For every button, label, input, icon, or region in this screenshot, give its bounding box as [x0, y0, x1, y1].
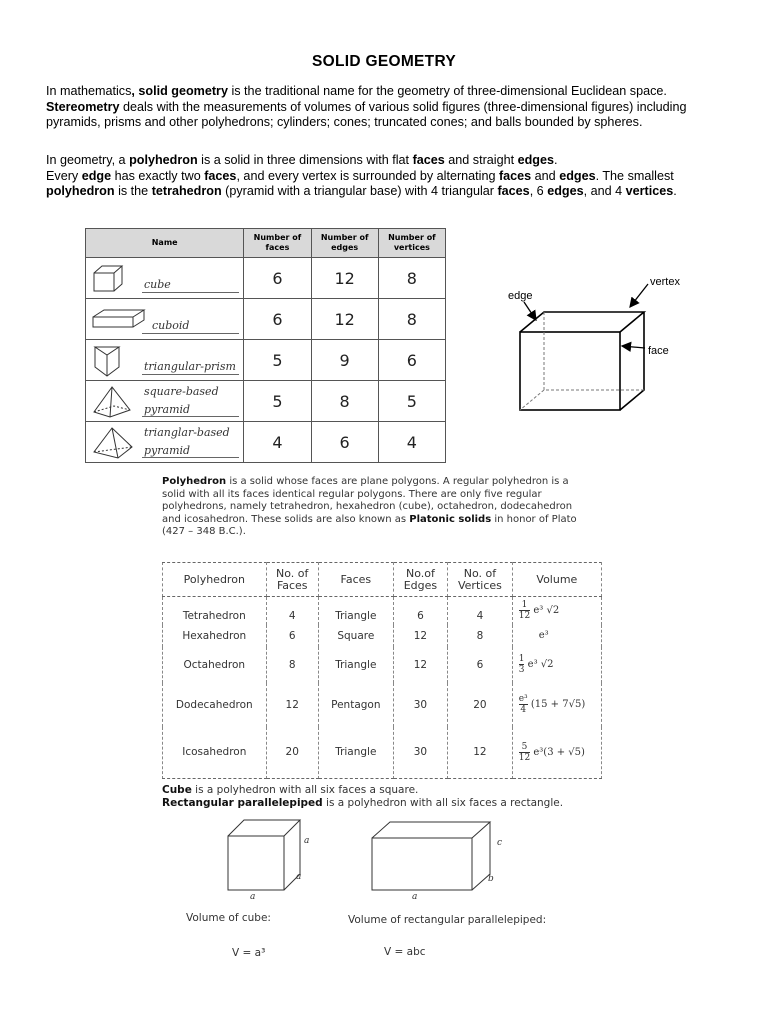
polyhedron-table-header — [163, 563, 602, 597]
edges-value: 12 — [311, 258, 378, 299]
edges-value: 12 — [311, 299, 378, 340]
volume-formula: $\frac{1}{3}$ e³ √2 — [512, 647, 601, 683]
edges-value: 8 — [311, 381, 378, 422]
header-edges: Number of edges — [311, 229, 378, 258]
shape-name: cube — [144, 278, 171, 291]
face-arrow — [622, 346, 645, 348]
vertices-count: 4 — [448, 597, 513, 625]
cube-edge-label: a — [296, 872, 302, 882]
face-type: Triangle — [318, 597, 393, 625]
header-polyhedron: Polyhedron — [163, 563, 267, 597]
faces-count: 12 — [266, 683, 318, 727]
name-cell — [86, 299, 244, 340]
writing-line — [142, 457, 239, 458]
edges-value: 9 — [311, 340, 378, 381]
volume-formula: $\frac{5}{12}$ e³(3 + √5) — [512, 727, 601, 779]
table-row — [86, 340, 446, 381]
edges-count: 6 — [393, 597, 447, 625]
header-vertices: Number of vertices — [378, 229, 445, 258]
faces-count: 8 — [266, 647, 318, 683]
vertices-count: 20 — [448, 683, 513, 727]
cube-parts-diagram — [480, 262, 710, 422]
faces-value: 5 — [244, 340, 311, 381]
polyhedron-name: Octahedron — [163, 647, 267, 683]
name-cell — [86, 381, 244, 422]
polyhedron-table — [162, 562, 602, 779]
header-edges: No.of Edges — [393, 563, 447, 597]
intro-paragraph: In mathematics, solid geometry is the traditional name for the geometry of three-dimensional Euclidean space. Stereometry deals with the measurements of volumes of various solid figures (three-dimensional figures) including pyramids, prisms and other polyhedrons; cylinders; cones; truncated cones; and balls bounded by spheres. — [46, 84, 687, 130]
faces-value: 6 — [244, 299, 311, 340]
header-no-faces: No. of Faces — [266, 563, 318, 597]
face-type: Pentagon — [318, 683, 393, 727]
vertices-value: 4 — [378, 422, 445, 463]
writing-line — [142, 374, 239, 375]
writing-line — [142, 292, 239, 293]
table-row — [163, 597, 602, 625]
faces-count: 4 — [266, 597, 318, 625]
vertices-value: 6 — [378, 340, 445, 381]
shape-name: cuboid — [152, 319, 190, 332]
volume-formula: $\frac{1}{12}$ e³ √2 — [512, 597, 601, 625]
vertices-value: 8 — [378, 258, 445, 299]
cuboid-icon — [90, 307, 146, 333]
shapes-table-header — [86, 229, 446, 258]
faces-value: 6 — [244, 258, 311, 299]
faces-value: 5 — [244, 381, 311, 422]
page-title: SOLID GEOMETRY — [312, 53, 456, 70]
table-row — [163, 727, 602, 779]
square-pyramid-icon — [90, 384, 136, 420]
header-vertices: No. of Vertices — [448, 563, 513, 597]
name-cell — [86, 258, 244, 299]
parallelepiped-definition: Rectangular parallelepiped is a polyhedron with all six faces a rectangle. — [162, 797, 564, 809]
header-volume: Volume — [512, 563, 601, 597]
volume-formula: $\frac{\text{e³}}{4}$ (15 + 7√5) — [512, 683, 601, 727]
cube-figure — [222, 816, 322, 896]
table-row — [86, 381, 446, 422]
cube-definition: Cube is a polyhedron with all six faces a square. — [162, 784, 419, 796]
table-row — [86, 299, 446, 340]
box-height-label: c — [497, 838, 503, 848]
face-label: face — [648, 345, 669, 357]
face-type: Triangle — [318, 727, 393, 779]
edge-arrow — [524, 302, 536, 320]
faces-count: 20 — [266, 727, 318, 779]
edge-label: edge — [508, 290, 533, 302]
polyhedron-name: Hexahedron — [163, 625, 267, 647]
cube-icon — [90, 263, 134, 295]
vertices-count: 6 — [448, 647, 513, 683]
header-faces: Number of faces — [244, 229, 311, 258]
table-row — [163, 683, 602, 727]
vertices-count: 12 — [448, 727, 513, 779]
shape-name: triangular-prism — [144, 360, 236, 373]
polyhedron-name: Dodecahedron — [163, 683, 267, 727]
writing-line — [142, 416, 239, 417]
parallelepiped-figure — [368, 818, 498, 894]
shape-name-line2: pyramid — [144, 444, 191, 457]
header-name: Name — [86, 229, 244, 258]
name-cell — [86, 340, 244, 381]
cube-volume-caption: Volume of cube: — [186, 912, 271, 924]
face-type: Square — [318, 625, 393, 647]
edges-count: 30 — [393, 727, 447, 779]
shape-name-line1: trianglar-based — [144, 426, 230, 439]
polyhedron-definition: In geometry, a polyhedron is a solid in three dimensions with flat faces and straight edges. Every edge has exactly two faces, and every vertex is surrounded by alternating faces and edges. The smallest polyhedron is the tetrahedron (pyramid with a triangular base) with 4 triangular faces, 6 edges, and 4 vertices. — [46, 153, 677, 199]
faces-value: 4 — [244, 422, 311, 463]
header-faces: Faces — [318, 563, 393, 597]
vertex-arrow — [630, 284, 648, 307]
edges-count: 12 — [393, 625, 447, 647]
box-volume-formula: V = abc — [384, 946, 426, 958]
triangular-prism-icon — [92, 343, 126, 379]
name-cell — [86, 422, 244, 463]
edges-count: 12 — [393, 647, 447, 683]
vertices-value: 8 — [378, 299, 445, 340]
table-row — [163, 625, 602, 647]
triangular-pyramid-icon — [90, 425, 136, 461]
shapes-table — [85, 228, 446, 463]
cube-edge-label: a — [304, 836, 310, 846]
face-type: Triangle — [318, 647, 393, 683]
faces-count: 6 — [266, 625, 318, 647]
box-volume-caption: Volume of rectangular parallelepiped: — [348, 914, 547, 926]
shape-name-line1: square-based — [144, 385, 219, 398]
cube-shape — [520, 312, 644, 410]
box-depth-label: b — [488, 874, 494, 884]
box-width-label: a — [412, 892, 418, 902]
polyhedron-name: Tetrahedron — [163, 597, 267, 625]
polyhedron-name: Icosahedron — [163, 727, 267, 779]
volume-formula: e³ — [512, 625, 601, 647]
vertex-label: vertex — [650, 276, 680, 288]
vertices-value: 5 — [378, 381, 445, 422]
cube-edge-label: a — [250, 892, 256, 902]
edges-count: 30 — [393, 683, 447, 727]
table-row — [86, 258, 446, 299]
vertices-count: 8 — [448, 625, 513, 647]
table-row — [163, 647, 602, 683]
cube-volume-formula: V = a³ — [232, 947, 266, 959]
shape-name-line2: pyramid — [144, 403, 191, 416]
edges-value: 6 — [311, 422, 378, 463]
writing-line — [142, 333, 239, 334]
platonic-paragraph: Polyhedron is a solid whose faces are plane polygons. A regular polyhedron is a solid with all its faces identical regular polygons. There are only five regular polyhedrons, namely tetrahedron, hexahedron (cube), octahedron, dodecahedron and icosahedron. These solids are also known as Platonic solids in honor of Plato (427 – 348 B.C.). — [162, 476, 577, 537]
table-row — [86, 422, 446, 463]
